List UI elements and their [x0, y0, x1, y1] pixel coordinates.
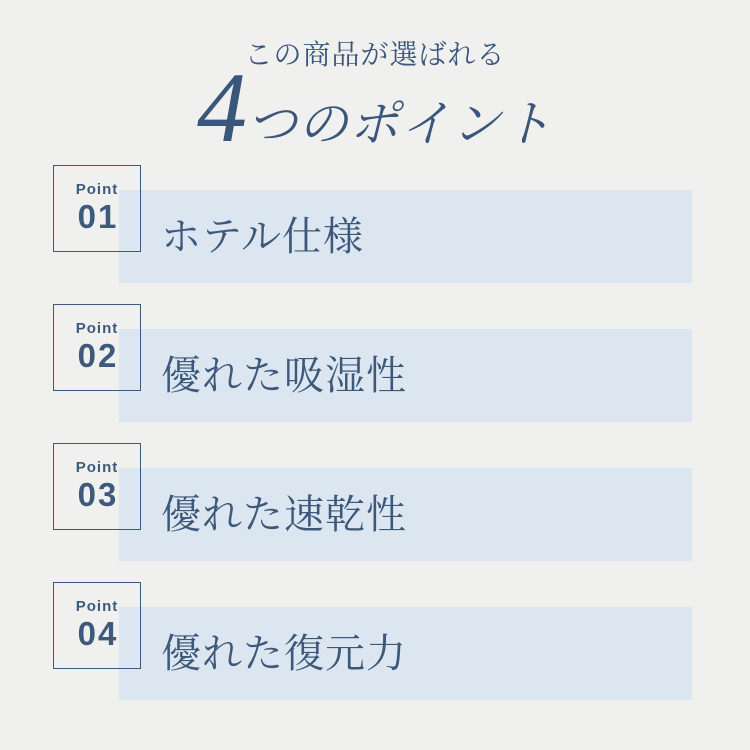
point-badge-number-01: 01: [77, 197, 119, 235]
point-text-03: 優れた速乾性: [161, 492, 407, 537]
point-band-01: [119, 190, 692, 283]
point-badge-number-02: 02: [77, 336, 119, 374]
point-row-01: [0, 165, 750, 283]
banner-subtitle: この商品が選ばれる: [244, 40, 506, 71]
point-band-04: [119, 607, 692, 700]
point-row-02: [0, 304, 750, 422]
point-badge-number-03: 03: [77, 475, 119, 513]
title-number: 4: [197, 52, 247, 163]
point-text-02: 優れた吸湿性: [161, 353, 407, 398]
point-badge-03: [53, 443, 141, 530]
point-badge-02: [53, 304, 141, 391]
point-badge-04: [53, 582, 141, 669]
point-band-03: [119, 468, 692, 561]
point-badge-number-04: 04: [77, 614, 119, 652]
point-badge-label-04: Point: [75, 598, 119, 616]
point-badge-label-03: Point: [75, 459, 119, 477]
point-row-03: [0, 443, 750, 561]
point-band-02: [119, 329, 692, 422]
point-text-01: ホテル仕様: [161, 214, 364, 259]
point-badge-01: [53, 165, 141, 252]
point-badge-label-02: Point: [75, 320, 119, 338]
point-text-04: 優れた復元力: [161, 631, 407, 676]
point-row-04: [0, 582, 750, 700]
point-badge-label-01: Point: [75, 181, 119, 199]
title-text: つのポイント: [247, 96, 553, 152]
